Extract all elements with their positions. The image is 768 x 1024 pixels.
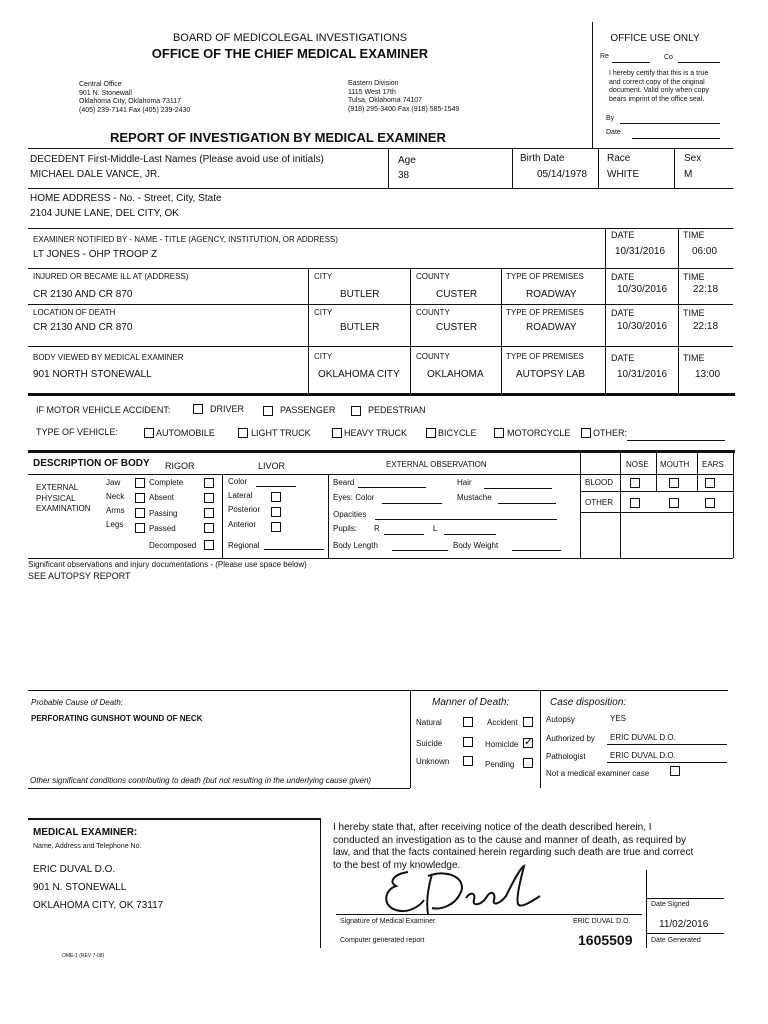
- motorcycle-checkbox[interactable]: [494, 428, 504, 438]
- birth-date-value: 05/14/1978: [537, 169, 588, 180]
- report-title: REPORT OF INVESTIGATION BY MEDICAL EXAMINER: [110, 130, 446, 145]
- livor-posterior-label: Posterior: [228, 505, 261, 514]
- livor-anterior-checkbox[interactable]: [271, 522, 281, 532]
- light-truck-label: LIGHT TRUCK: [251, 428, 311, 438]
- vehicle-type-label: TYPE OF VEHICLE:: [36, 427, 119, 437]
- light-truck-checkbox[interactable]: [238, 428, 248, 438]
- re-label: Re: [600, 53, 609, 60]
- death-county-label: COUNTY: [416, 308, 450, 317]
- notified-label: EXAMINER NOTIFIED BY - NAME - TITLE (AGENCY, INSTITUTION, OR ADDRESS): [33, 235, 338, 244]
- rigor-passing-checkbox[interactable]: [204, 508, 214, 518]
- manner-label: Manner of Death:: [432, 697, 510, 708]
- autopsy-value: YES: [610, 714, 627, 723]
- central-office-address: Central Office 901 N. Stonewall Oklahoma City, Oklahoma 73117 (405) 239-7141 Fax (405) 239-2430: [79, 81, 191, 114]
- death-city-label: CITY: [314, 308, 333, 317]
- driver-label: DRIVER: [210, 404, 245, 414]
- date-signed-label: Date Signed: [651, 901, 690, 908]
- board-title: BOARD OF MEDICOLEGAL INVESTIGATIONS: [172, 32, 408, 44]
- pathologist-value: ERIC DUVAL D.O.: [610, 751, 676, 760]
- livor-regional-label: Regional: [228, 541, 260, 550]
- checkmark-icon: ✓: [524, 736, 534, 748]
- rigor-decomposed-label: Decomposed: [149, 541, 197, 550]
- bicycle-label: BICYCLE: [438, 428, 477, 438]
- death-location: CR 2130 AND CR 870: [33, 322, 133, 333]
- cause-value: PERFORATING GUNSHOT WOUND OF NECK: [31, 714, 203, 723]
- natural-label: Natural: [416, 718, 442, 727]
- nose-label: NOSE: [626, 460, 649, 469]
- form-number: OME-1 (REV 7-08): [62, 953, 105, 959]
- examiner-signature: [380, 862, 550, 920]
- autopsy-label: Autopsy: [546, 715, 575, 724]
- automobile-label: AUTOMOBILE: [156, 428, 215, 438]
- pupils-label: Pupils:: [333, 524, 358, 533]
- decedent-name: MICHAEL DALE VANCE, JR.: [30, 169, 161, 180]
- injured-address: CR 2130 AND CR 870: [33, 289, 133, 300]
- pupil-l-label: L: [433, 524, 438, 533]
- blood-ears-checkbox[interactable]: [705, 478, 715, 488]
- pupil-r-field[interactable]: [384, 534, 424, 535]
- home-address-value: 2104 JUNE LANE, DEL CITY, OK: [30, 208, 179, 219]
- examiner-name: ERIC DUVAL D.O.: [33, 864, 116, 875]
- death-premises: ROADWAY: [526, 322, 577, 333]
- jaw-checkbox[interactable]: [135, 478, 145, 488]
- injured-label: INJURED OR BECAME ILL AT (ADDRESS): [33, 272, 189, 281]
- suicide-checkbox[interactable]: [463, 737, 473, 747]
- signature-name: ERIC DUVAL D.O.: [573, 918, 631, 925]
- ears-label: EARS: [702, 460, 724, 469]
- motorcycle-label: MOTORCYCLE: [507, 428, 571, 438]
- passenger-label: PASSENGER: [280, 405, 336, 415]
- injured-date-label: DATE: [611, 272, 635, 282]
- viewed-city-label: CITY: [314, 352, 333, 361]
- injured-time: 22:18: [693, 284, 719, 295]
- death-time: 22:18: [693, 321, 719, 332]
- notified-time-label: TIME: [683, 230, 705, 240]
- rigor-complete-checkbox[interactable]: [204, 478, 214, 488]
- other-sample-label: OTHER: [585, 498, 613, 507]
- co-label: Co: [664, 54, 673, 61]
- automobile-checkbox[interactable]: [144, 428, 154, 438]
- death-county: CUSTER: [436, 322, 478, 333]
- not-me-case-label: Not a medical examiner case: [546, 769, 650, 778]
- examiner-address-1: 901 N. STONEWALL: [33, 882, 127, 893]
- other-vehicle-field[interactable]: [627, 440, 725, 441]
- notified-value: LT JONES - OHP TROOP Z: [33, 249, 158, 260]
- natural-checkbox[interactable]: [463, 717, 473, 727]
- passenger-checkbox[interactable]: [263, 406, 273, 416]
- examiner-address-2: OKLAHOMA CITY, OK 73117: [33, 900, 164, 911]
- signature-label: Signature of Medical Examiner: [340, 918, 436, 925]
- not-me-case-checkbox[interactable]: [670, 766, 680, 776]
- rigor-absent-label: Absent: [149, 493, 174, 502]
- authorized-label: Authorized by: [546, 734, 595, 743]
- eyes-color-field[interactable]: [382, 503, 442, 504]
- cause-label: Probable Cause of Death:: [31, 698, 124, 707]
- hair-field[interactable]: [484, 488, 552, 489]
- bicycle-checkbox[interactable]: [426, 428, 436, 438]
- age-value: 38: [398, 170, 410, 181]
- body-weight-field[interactable]: [512, 550, 561, 551]
- viewed-label: BODY VIEWED BY MEDICAL EXAMINER: [33, 353, 184, 362]
- medical-examiner-subtitle: Name, Address and Telephone No.: [33, 843, 142, 850]
- mustache-field[interactable]: [498, 503, 556, 504]
- other-nose-checkbox[interactable]: [630, 498, 640, 508]
- livor-color-field[interactable]: [256, 486, 296, 487]
- disposition-label: Case disposition:: [550, 697, 627, 708]
- body-weight-label: Body Weight: [453, 541, 499, 550]
- injured-premises-label: TYPE OF PREMISES: [506, 272, 584, 281]
- other-ears-checkbox[interactable]: [705, 498, 715, 508]
- livor-regional-field[interactable]: [264, 549, 324, 550]
- other-vehicle-checkbox[interactable]: [581, 428, 591, 438]
- home-address-label: HOME ADDRESS - No. - Street, City, State: [30, 193, 222, 204]
- other-vehicle-label: OTHER:: [593, 428, 628, 438]
- pending-checkbox[interactable]: [523, 758, 533, 768]
- livor-posterior-checkbox[interactable]: [271, 507, 281, 517]
- blood-label: BLOOD: [585, 478, 614, 487]
- race-label: Race: [607, 153, 631, 164]
- livor-anterior-label: Anterior: [228, 520, 257, 529]
- death-location-label: LOCATION OF DEATH: [33, 308, 116, 317]
- pedestrian-label: PEDESTRIAN: [368, 405, 426, 415]
- body-length-label: Body Length: [333, 541, 378, 550]
- injured-county-label: COUNTY: [416, 272, 450, 281]
- legs-checkbox[interactable]: [135, 523, 145, 533]
- homicide-label: Homicide: [485, 740, 519, 749]
- authorized-value: ERIC DUVAL D.O.: [610, 733, 676, 742]
- accident-checkbox[interactable]: [523, 717, 533, 727]
- rigor-passing-label: Passing: [149, 509, 178, 518]
- homicide-checkbox[interactable]: [523, 738, 533, 748]
- age-label: Age: [398, 155, 416, 166]
- computer-generated-label: Computer generated report: [340, 937, 425, 944]
- eastern-division-address: Eastern Division 1115 West 17th Tulsa, Oklahoma 74107 (918) 295-3400 Fax (918) 585-1549: [348, 80, 460, 113]
- rigor-absent-checkbox[interactable]: [204, 493, 214, 503]
- pedestrian-checkbox[interactable]: [351, 406, 361, 416]
- viewed-date-label: DATE: [611, 353, 635, 363]
- pupil-r-label: R: [374, 524, 380, 533]
- viewed-premises: AUTOPSY LAB: [516, 369, 586, 380]
- eyes-color-label: Eyes: Color: [333, 493, 375, 502]
- death-premises-label: TYPE OF PREMISES: [506, 308, 584, 317]
- viewed-time: 13:00: [695, 369, 721, 380]
- jaw-label: Jaw: [106, 478, 121, 487]
- rigor-decomposed-checkbox[interactable]: [204, 540, 214, 550]
- birth-date-label: Birth Date: [520, 153, 565, 164]
- injured-city-label: CITY: [314, 272, 333, 281]
- opacities-field[interactable]: [375, 519, 557, 520]
- livor-lateral-label: Lateral: [228, 491, 253, 500]
- suicide-label: Suicide: [416, 739, 443, 748]
- driver-checkbox[interactable]: [193, 404, 203, 414]
- other-conditions-label: Other significant conditions contributing to death (but not resulting in the underlying cause given): [30, 776, 372, 785]
- decedent-label: DECEDENT First-Middle-Last Names (Please avoid use of initials): [30, 154, 324, 165]
- injured-time-label: TIME: [683, 272, 705, 282]
- observations-value: SEE AUTOPSY REPORT: [28, 571, 131, 581]
- sex-label: Sex: [684, 153, 702, 164]
- date-generated-label: Date Generated: [651, 937, 701, 944]
- blood-mouth-checkbox[interactable]: [669, 478, 679, 488]
- neck-label: Neck: [106, 492, 125, 501]
- rigor-passed-checkbox[interactable]: [204, 523, 214, 533]
- viewed-city: OKLAHOMA CITY: [318, 369, 400, 380]
- sex-value: M: [684, 169, 693, 180]
- mva-label: IF MOTOR VEHICLE ACCIDENT:: [36, 405, 171, 415]
- body-description-title: DESCRIPTION OF BODY: [33, 458, 150, 469]
- viewed-county: OKLAHOMA: [427, 369, 484, 380]
- pending-label: Pending: [485, 760, 515, 769]
- injured-premises: ROADWAY: [526, 289, 577, 300]
- viewed-county-label: COUNTY: [416, 352, 450, 361]
- injured-date: 10/30/2016: [617, 284, 668, 295]
- viewed-address: 901 NORTH STONEWALL: [33, 369, 152, 380]
- mustache-label: Mustache: [457, 493, 492, 502]
- rigor-label: RIGOR: [165, 461, 195, 471]
- death-city: BUTLER: [340, 322, 380, 333]
- notified-time-value: 06:00: [692, 246, 718, 257]
- unknown-checkbox[interactable]: [463, 756, 473, 766]
- arms-checkbox[interactable]: [135, 508, 145, 518]
- pathologist-label: Pathologist: [546, 752, 586, 761]
- death-time-label: TIME: [683, 308, 705, 318]
- viewed-time-label: TIME: [683, 353, 705, 363]
- arms-label: Arms: [106, 506, 125, 515]
- case-number: 1605509: [578, 932, 633, 948]
- by-label: By: [606, 115, 615, 122]
- office-use-title: OFFICE USE ONLY: [610, 33, 700, 44]
- blood-nose-checkbox[interactable]: [630, 478, 640, 488]
- pupil-l-field[interactable]: [444, 534, 496, 535]
- office-title: OFFICE OF THE CHIEF MEDICAL EXAMINER: [151, 46, 429, 61]
- external-exam-label: EXTERNAL PHYSICAL EXAMINATION: [36, 483, 91, 513]
- race-value: WHITE: [607, 169, 640, 180]
- death-date-label: DATE: [611, 308, 635, 318]
- heavy-truck-checkbox[interactable]: [332, 428, 342, 438]
- injured-county: CUSTER: [436, 289, 478, 300]
- notified-date-value: 10/31/2016: [615, 246, 666, 257]
- certification-text: I hereby certify that this is a true and correct copy of the original document. Valid only when copy bears imprint of the office seal.: [609, 70, 709, 103]
- hair-label: Hair: [457, 478, 472, 487]
- examiner-statement: I hereby state that, after receiving notice of the death described herein, I conducted an investigation as to the cause and manner of death, as required by law, and that the facts contained herein regarding such death are true and correct to the best of my knowledge.: [333, 822, 694, 871]
- beard-field[interactable]: [358, 487, 426, 488]
- mouth-label: MOUTH: [660, 460, 690, 469]
- other-mouth-checkbox[interactable]: [669, 498, 679, 508]
- date-label: Date: [606, 129, 621, 136]
- livor-lateral-checkbox[interactable]: [271, 492, 281, 502]
- viewed-date: 10/31/2016: [617, 369, 668, 380]
- legs-label: Legs: [106, 520, 124, 529]
- heavy-truck-label: HEAVY TRUCK: [344, 428, 408, 438]
- beard-label: Beard: [333, 478, 355, 487]
- livor-label: LIVOR: [258, 461, 286, 471]
- date-signed-value: 11/02/2016: [659, 919, 709, 930]
- rigor-passed-label: Passed: [149, 524, 176, 533]
- viewed-premises-label: TYPE OF PREMISES: [506, 352, 584, 361]
- unknown-label: Unknown: [416, 757, 450, 766]
- external-observation-label: EXTERNAL OBSERVATION: [386, 460, 487, 469]
- body-length-field[interactable]: [392, 550, 448, 551]
- opacities-label: Opacities: [333, 510, 367, 519]
- medical-examiner-title: MEDICAL EXAMINER:: [33, 827, 138, 838]
- notified-date-label: DATE: [611, 230, 635, 240]
- observations-label: Significant observations and injury documentations - (Please use space below): [28, 560, 307, 569]
- death-date: 10/30/2016: [617, 321, 668, 332]
- neck-checkbox[interactable]: [135, 493, 145, 503]
- livor-color-label: Color: [228, 477, 248, 486]
- injured-city: BUTLER: [340, 289, 380, 300]
- accident-label: Accident: [487, 718, 518, 727]
- rigor-complete-label: Complete: [149, 478, 184, 487]
